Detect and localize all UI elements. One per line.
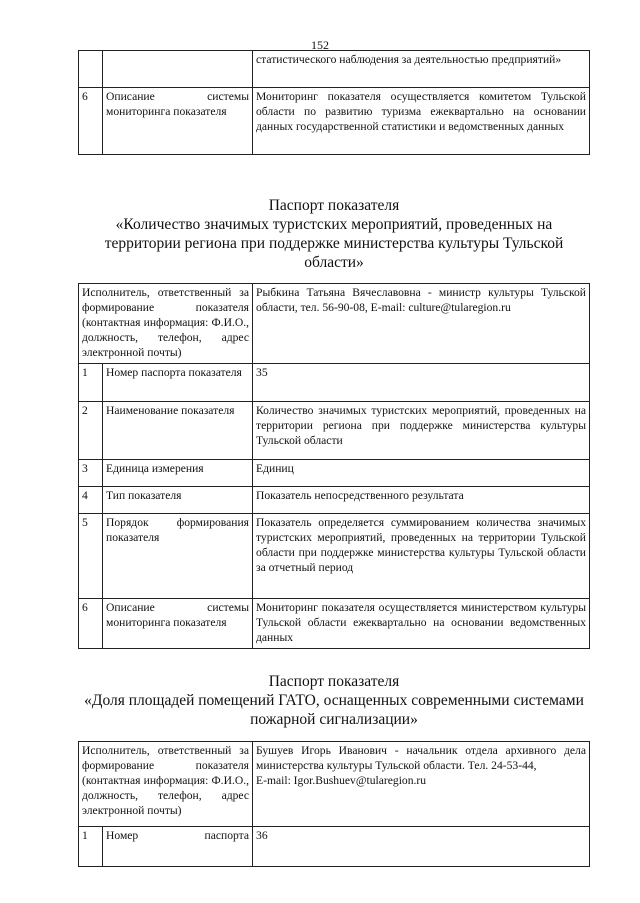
table-row (79, 514, 590, 599)
row-number: 2 (79, 402, 103, 460)
row-value: Мониторинг показателя осуществляется комитетом Тульской области по развитию туризма ежеквартально на основании данных государственной статистики и ведомственных данных (253, 88, 590, 155)
passport-heading: Паспорт показателя (268, 197, 400, 214)
table-row (79, 51, 590, 88)
row-value: Количество значимых туристских мероприятий, проведенных на территории региона при поддержке министерства культуры Тульской области (253, 402, 590, 460)
row-value: Показатель определяется суммированием количества значимых туристских мероприятий, проведенных на территории Тульской области при поддержке министерства культуры Тульской области за отчетный период (253, 514, 590, 599)
executor-value: Бушуев Игорь Иванович - начальник отдела архивного дела министерства культуры Тульской области. Тел. 24-53-44, (256, 744, 586, 772)
table-row (79, 284, 590, 364)
passport-heading: Паспорт показателя (268, 673, 400, 690)
row-label: Тип показателя (103, 487, 253, 514)
row-label: Номер паспорта показателя (103, 364, 253, 402)
row-value: Показатель непосредственного результата (253, 487, 590, 514)
page-number: 152 (311, 38, 329, 52)
passport-title-35 (78, 196, 590, 272)
row-value: 35 (253, 364, 590, 402)
table-row (79, 88, 590, 155)
row-label: Описание системы мониторинга показателя (103, 599, 253, 649)
row-label: Описание системы мониторинга показателя (103, 88, 253, 155)
table-row (79, 402, 590, 460)
row-number: 1 (79, 827, 103, 867)
executor-label: Исполнитель, ответственный за формирование показателя (контактная информация: Ф.И.О., должность, телефон, адрес электронной почты) (79, 742, 253, 827)
executor-cell (253, 742, 590, 827)
executor-label: Исполнитель, ответственный за формирование показателя (контактная информация: Ф.И.О., должность, телефон, адрес электронной почты) (79, 284, 253, 364)
row-label: Номер паспорта (103, 827, 253, 867)
row-label (103, 51, 253, 88)
row-value: статистического наблюдения за деятельностью предприятий» (253, 51, 590, 88)
row-number: 6 (79, 599, 103, 649)
table-row (79, 742, 590, 827)
table-row (79, 364, 590, 402)
row-label: Единица измерения (103, 460, 253, 487)
passport-indicator-name: «Количество значимых туристских мероприятий, проведенных на территории региона при поддержке министерства культуры Тульской области» (104, 216, 564, 271)
passport-title-36 (78, 672, 590, 729)
executor-value: Рыбкина Татьяна Вячеславовна - министр культуры Тульской области, тел. 56-90-08, E-mail: culture@tularegion.ru (253, 284, 590, 364)
row-number: 4 (79, 487, 103, 514)
table-row (79, 460, 590, 487)
row-value: 36 (253, 827, 590, 867)
row-label: Наименование показателя (103, 402, 253, 460)
table-row (79, 487, 590, 514)
passport-indicator-name: «Доля площадей помещений ГАТО, оснащенных современными системами пожарной сигнализации» (84, 692, 584, 728)
table-row (79, 599, 590, 649)
row-number: 6 (79, 88, 103, 155)
executor-email: E-mail: Igor.Bushuev@tularegion.ru (256, 774, 427, 787)
row-label: Порядок формирования показателя (103, 514, 253, 599)
row-number (79, 51, 103, 88)
table-row (79, 827, 590, 867)
row-value: Единиц (253, 460, 590, 487)
continuation-table (78, 50, 590, 155)
row-number: 3 (79, 460, 103, 487)
passport-table-35 (78, 283, 590, 649)
row-number: 5 (79, 514, 103, 599)
passport-table-36 (78, 741, 590, 867)
row-number: 1 (79, 364, 103, 402)
row-value: Мониторинг показателя осуществляется министерством культуры Тульской области ежеквартально на основании ведомственных данных (253, 599, 590, 649)
